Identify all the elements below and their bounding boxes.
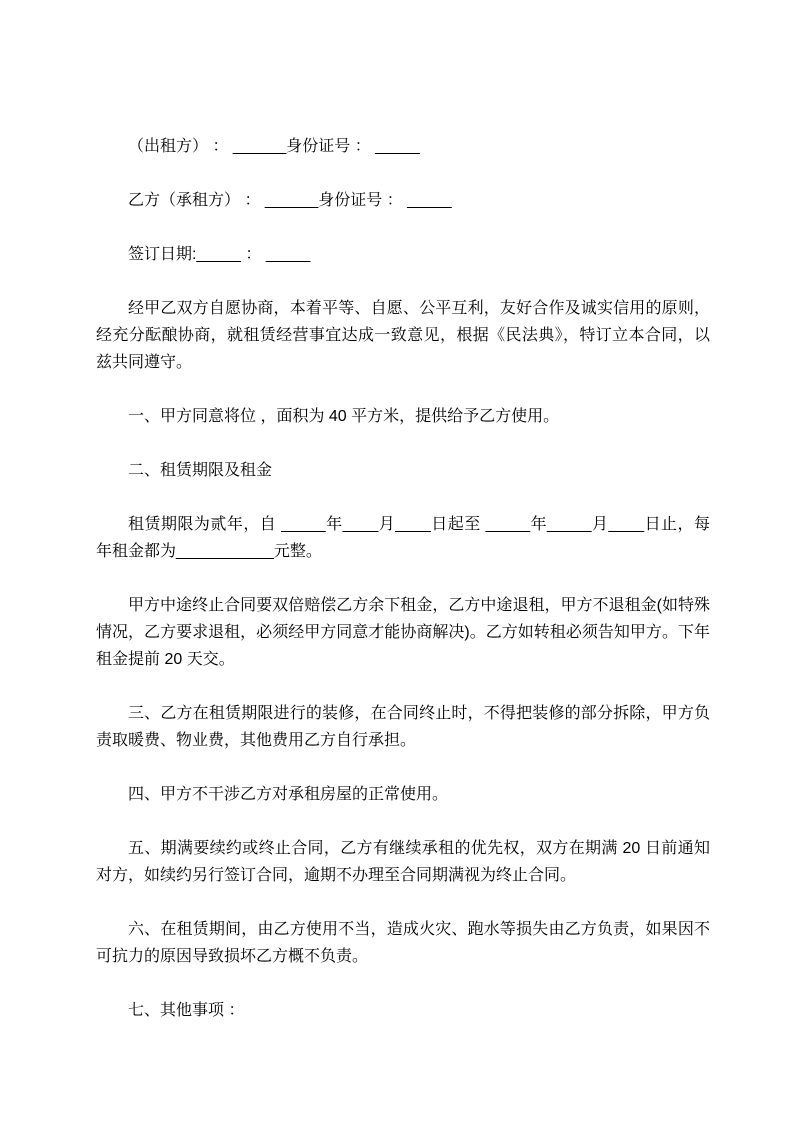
lessee-line: 乙方（承租方） ： ______身份证号 ： _____ — [128, 192, 452, 209]
lessor-line: （出租方） ： ______身份证号 ： _____ — [128, 138, 420, 155]
clause-7-title: 七、其他事项 ： — [128, 1002, 245, 1019]
preamble: 经甲乙双方自愿协商，本着平等、自愿、公平互利，友好合作及诚实信用的原则，经充分酝酿协商，就租赁经营事宜达成一致意见，根据《民法典》，特订立本合同，以兹共同遵守。 — [96, 300, 710, 371]
clause-2-title: 二、租赁期限及租金 — [128, 462, 273, 479]
clause-6: 六、在租赁期间，由乙方使用不当，造成火灾、跑水等损失由乙方负责，如果因不可抗力的原因导致损坏乙方概不负责。 — [96, 921, 710, 965]
clause-4: 四、甲方不干涉乙方对承租房屋的正常使用。 — [128, 786, 449, 803]
clause-3: 三、乙方在租赁期限进行的装修，在合同终止时，不得把装修的部分拆除，甲方负责取暖费、物业费，其他费用乙方自行承担。 — [96, 705, 710, 749]
clause-5: 五、期满要续约或终止合同，乙方有继续承租的优先权，双方在期满 20 日前通知对方，如续约另行签订合同，逾期不办理至合同期满视为终止合同。 — [96, 840, 710, 884]
clause-2-term: 租赁期限为贰年，自 _____年____月____日起至 _____年_____月____日止，每年租金都为___________元整。 — [96, 516, 710, 560]
clause-1: 一、甲方同意将位 ，面积为 40 平方米，提供给予乙方使用。 — [128, 408, 560, 425]
clause-2-payment: 甲方中途终止合同要双倍赔偿乙方余下租金，乙方中途退租，甲方不退租金(如特殊情况，乙方要求退租，必须经甲方同意才能协商解决)。乙方如转租必须告知甲方。下年租金提前 20 天交。 — [96, 597, 710, 668]
signing-date-line: 签订日期:_____ ： _____ — [128, 246, 311, 263]
